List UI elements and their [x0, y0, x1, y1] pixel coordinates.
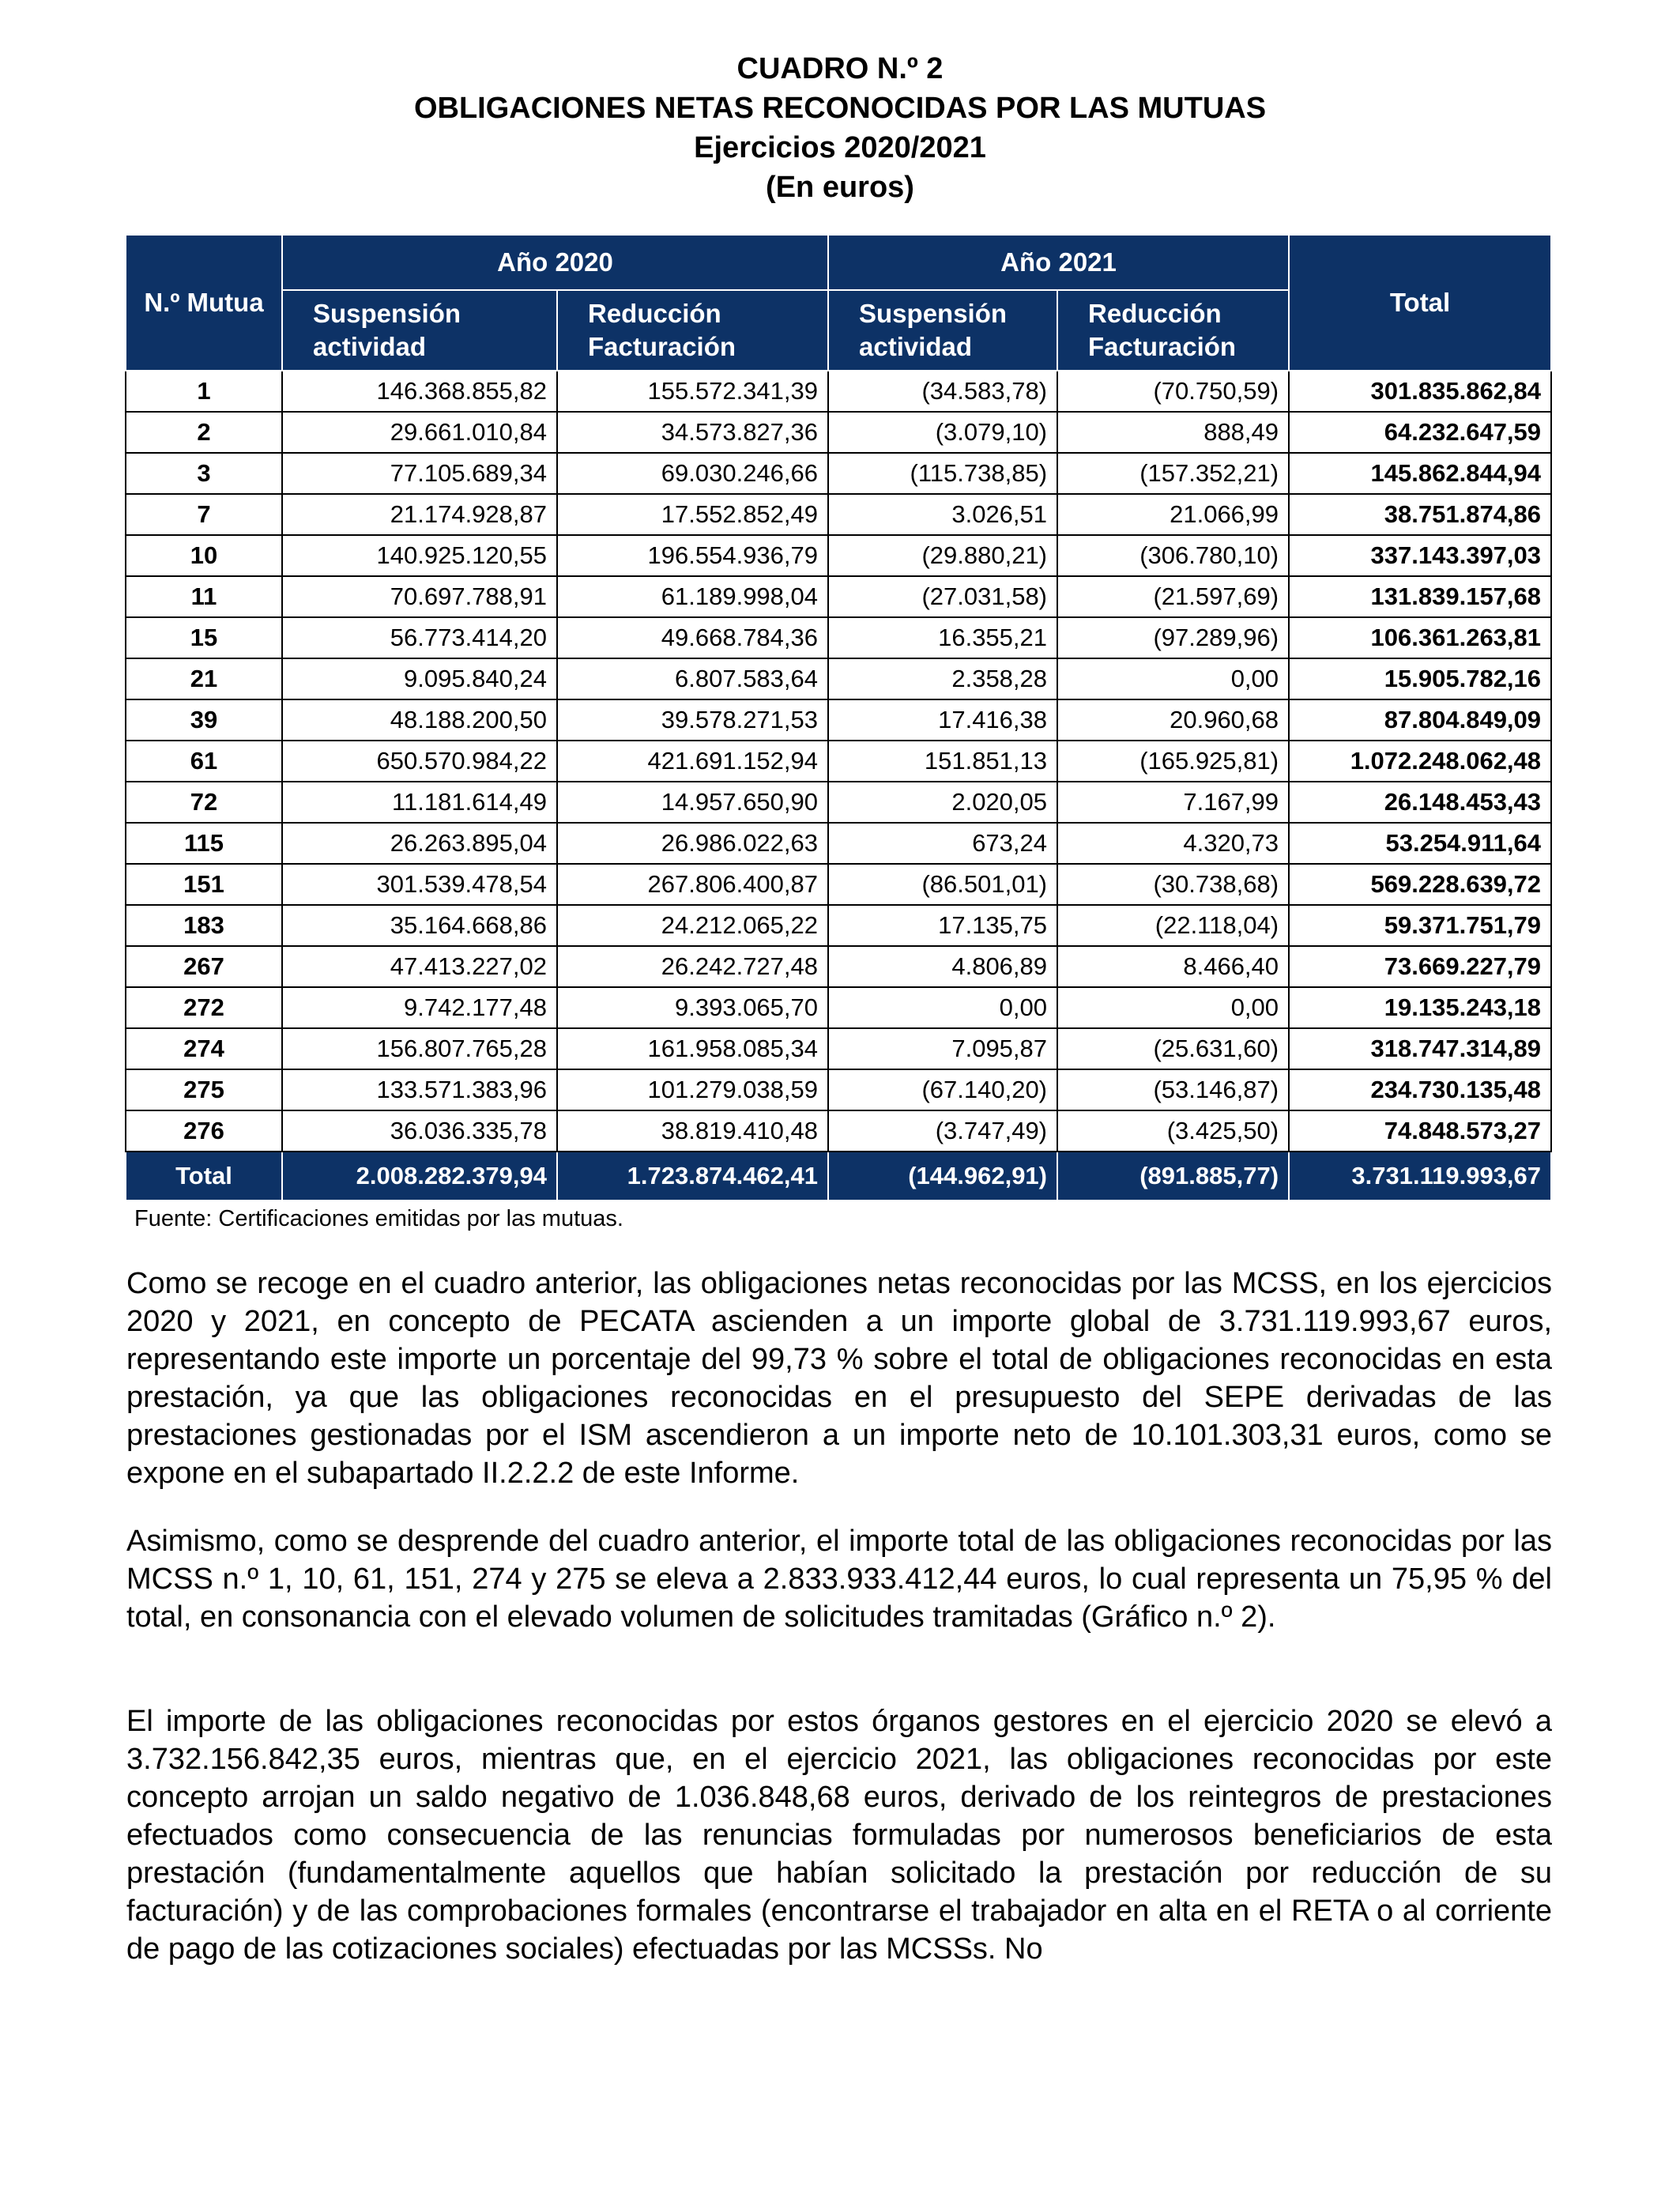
cell-mutua-number: 10	[126, 535, 282, 576]
cell-reduccion-2020: 155.572.341,39	[557, 371, 828, 412]
total-reduccion-2021: (891.885,77)	[1057, 1152, 1289, 1201]
cell-suspension-2021: 7.095,87	[828, 1028, 1057, 1069]
cell-row-total: 64.232.647,59	[1289, 412, 1551, 453]
table-row	[126, 905, 1551, 946]
table-row	[126, 946, 1551, 987]
header-year-2021: Año 2021	[828, 235, 1289, 290]
cell-row-total: 1.072.248.062,48	[1289, 741, 1551, 782]
cell-mutua-number: 275	[126, 1069, 282, 1110]
table-row	[126, 782, 1551, 823]
cell-reduccion-2021: 0,00	[1057, 658, 1289, 699]
table-row	[126, 741, 1551, 782]
cell-reduccion-2020: 101.279.038,59	[557, 1069, 828, 1110]
cell-row-total: 59.371.751,79	[1289, 905, 1551, 946]
table-row	[126, 576, 1551, 617]
cell-suspension-2021: (67.140,20)	[828, 1069, 1057, 1110]
header-reduccion-2021: Reducción Facturación	[1057, 290, 1289, 371]
table-title: OBLIGACIONES NETAS RECONOCIDAS POR LAS MUTUAS	[413, 92, 1267, 125]
cell-mutua-number: 61	[126, 741, 282, 782]
cell-reduccion-2021: 4.320,73	[1057, 823, 1289, 864]
cell-reduccion-2021: (165.925,81)	[1057, 741, 1289, 782]
cell-reduccion-2020: 38.819.410,48	[557, 1110, 828, 1152]
cell-suspension-2020: 9.095.840,24	[282, 658, 557, 699]
cell-row-total: 301.835.862,84	[1289, 371, 1551, 412]
cell-mutua-number: 3	[126, 453, 282, 494]
cell-suspension-2021: 2.020,05	[828, 782, 1057, 823]
table-row	[126, 699, 1551, 741]
cell-mutua-number: 7	[126, 494, 282, 535]
cell-suspension-2020: 47.413.227,02	[282, 946, 557, 987]
cell-reduccion-2020: 267.806.400,87	[557, 864, 828, 905]
cell-suspension-2021: 16.355,21	[828, 617, 1057, 658]
cell-suspension-2021: (34.583,78)	[828, 371, 1057, 412]
cell-suspension-2020: 36.036.335,78	[282, 1110, 557, 1152]
cell-suspension-2020: 56.773.414,20	[282, 617, 557, 658]
cell-suspension-2021: (3.079,10)	[828, 412, 1057, 453]
obligations-table	[125, 234, 1552, 1201]
cell-reduccion-2021: 0,00	[1057, 987, 1289, 1028]
paragraph-3: El importe de las obligaciones reconocidas por estos órganos gestores en el ejercicio 2020 se elevó a 3.732.156.842,35 euros, mientras que, en el ejercicio 2021, las obligaciones reconocidas por este concepto arrojan un saldo negativo de 1.036.848,68 euros, derivado de los reintegros de prestaciones efectuados como consecuencia de las renuncias formuladas por numerosos beneficiarios de esta prestación (fundamentalmente aquellos que habían solicitado la prestación por reducción de su facturación) y de las comprobaciones formales (encontrarse el trabajador en alta en el RETA o al corriente de pago de las cotizaciones sociales) efectuadas por las MCSSs. No	[126, 1705, 1552, 1966]
cell-reduccion-2021: (30.738,68)	[1057, 864, 1289, 905]
cell-reduccion-2021: 8.466,40	[1057, 946, 1289, 987]
cell-row-total: 19.135.243,18	[1289, 987, 1551, 1028]
cell-suspension-2020: 156.807.765,28	[282, 1028, 557, 1069]
header-suspension-2021: Suspensión actividad	[828, 290, 1057, 371]
header-reduccion-2020: Reducción Facturación	[557, 290, 828, 371]
cell-reduccion-2021: 888,49	[1057, 412, 1289, 453]
cell-suspension-2020: 301.539.478,54	[282, 864, 557, 905]
cell-suspension-2021: (86.501,01)	[828, 864, 1057, 905]
paragraph-1: Como se recoge en el cuadro anterior, las obligaciones netas reconocidas por las MCSS, en los ejercicios 2020 y 2021, en concepto de PECATA ascienden a un importe global de 3.731.119.993,67 euros, representando este importe un porcentaje del 99,73 % sobre el total de obligaciones reconocidas en esta prestación, ya que las obligaciones reconocidas en el presupuesto del SEPE derivadas de las prestaciones gestionadas por el ISM ascendieron a un importe neto de 10.101.303,31 euros, como se expone en el subapartado II.2.2.2 de este Informe.	[126, 1267, 1552, 1490]
cell-row-total: 318.747.314,89	[1289, 1028, 1551, 1069]
header-total: Total	[1289, 235, 1551, 371]
cell-mutua-number: 274	[126, 1028, 282, 1069]
cell-row-total: 106.361.263,81	[1289, 617, 1551, 658]
cell-suspension-2021: (3.747,49)	[828, 1110, 1057, 1152]
table-row	[126, 987, 1551, 1028]
cell-suspension-2020: 70.697.788,91	[282, 576, 557, 617]
cell-mutua-number: 15	[126, 617, 282, 658]
cell-reduccion-2021: 20.960,68	[1057, 699, 1289, 741]
table-row	[126, 1110, 1551, 1152]
cell-reduccion-2020: 26.242.727,48	[557, 946, 828, 987]
cell-reduccion-2021: (22.118,04)	[1057, 905, 1289, 946]
cell-reduccion-2020: 49.668.784,36	[557, 617, 828, 658]
cell-mutua-number: 183	[126, 905, 282, 946]
cell-mutua-number: 39	[126, 699, 282, 741]
cell-row-total: 73.669.227,79	[1289, 946, 1551, 987]
cell-reduccion-2020: 34.573.827,36	[557, 412, 828, 453]
cell-reduccion-2020: 26.986.022,63	[557, 823, 828, 864]
cell-reduccion-2020: 196.554.936,79	[557, 535, 828, 576]
cell-reduccion-2020: 24.212.065,22	[557, 905, 828, 946]
cell-suspension-2020: 11.181.614,49	[282, 782, 557, 823]
table-title-block	[0, 49, 1680, 207]
cell-suspension-2021: 3.026,51	[828, 494, 1057, 535]
cell-reduccion-2020: 6.807.583,64	[557, 658, 828, 699]
header-mutua: N.º Mutua	[126, 235, 282, 371]
cell-suspension-2020: 650.570.984,22	[282, 741, 557, 782]
cell-row-total: 53.254.911,64	[1289, 823, 1551, 864]
cell-reduccion-2020: 69.030.246,66	[557, 453, 828, 494]
cell-reduccion-2020: 61.189.998,04	[557, 576, 828, 617]
cell-mutua-number: 1	[126, 371, 282, 412]
total-reduccion-2020: 1.723.874.462,41	[557, 1152, 828, 1201]
table-body	[126, 371, 1551, 1152]
cell-suspension-2020: 133.571.383,96	[282, 1069, 557, 1110]
cell-row-total: 234.730.135,48	[1289, 1069, 1551, 1110]
cell-suspension-2021: 0,00	[828, 987, 1057, 1028]
cell-suspension-2020: 9.742.177,48	[282, 987, 557, 1028]
cell-suspension-2021: 17.135,75	[828, 905, 1057, 946]
cell-suspension-2020: 35.164.668,86	[282, 905, 557, 946]
cell-mutua-number: 267	[126, 946, 282, 987]
cell-suspension-2020: 21.174.928,87	[282, 494, 557, 535]
total-row	[126, 1152, 1551, 1201]
cell-reduccion-2021: 7.167,99	[1057, 782, 1289, 823]
paragraph-2: Asimismo, como se desprende del cuadro anterior, el importe total de las obligaciones reconocidas por las MCSS n.º 1, 10, 61, 151, 274 y 275 se eleva a 2.833.933.412,44 euros, lo cual representa un 75,95 % del total, en consonancia con el elevado volumen de solicitudes tramitadas (Gráfico n.º 2).	[126, 1525, 1552, 1634]
cell-reduccion-2020: 161.958.085,34	[557, 1028, 828, 1069]
cell-mutua-number: 276	[126, 1110, 282, 1152]
cell-reduccion-2021: (306.780,10)	[1057, 535, 1289, 576]
cell-row-total: 15.905.782,16	[1289, 658, 1551, 699]
table-row	[126, 1028, 1551, 1069]
table-row	[126, 658, 1551, 699]
cell-suspension-2021: (29.880,21)	[828, 535, 1057, 576]
cell-row-total: 337.143.397,03	[1289, 535, 1551, 576]
table-source-note: Fuente: Certificaciones emitidas por las mutuas.	[134, 1206, 623, 1231]
cell-row-total: 87.804.849,09	[1289, 699, 1551, 741]
table-row	[126, 371, 1551, 412]
cell-reduccion-2021: (25.631,60)	[1057, 1028, 1289, 1069]
cell-suspension-2020: 77.105.689,34	[282, 453, 557, 494]
cell-reduccion-2021: (21.597,69)	[1057, 576, 1289, 617]
cell-reduccion-2021: (97.289,96)	[1057, 617, 1289, 658]
cell-suspension-2020: 140.925.120,55	[282, 535, 557, 576]
table-row	[126, 535, 1551, 576]
cell-suspension-2021: 17.416,38	[828, 699, 1057, 741]
cell-reduccion-2021: (70.750,59)	[1057, 371, 1289, 412]
cell-reduccion-2021: 21.066,99	[1057, 494, 1289, 535]
obligations-table-container	[125, 234, 1550, 1201]
total-suspension-2020: 2.008.282.379,94	[282, 1152, 557, 1201]
cell-mutua-number: 72	[126, 782, 282, 823]
cell-suspension-2021: (115.738,85)	[828, 453, 1057, 494]
table-period: Ejercicios 2020/2021	[694, 131, 986, 164]
cell-mutua-number: 115	[126, 823, 282, 864]
cell-suspension-2021: 673,24	[828, 823, 1057, 864]
cell-row-total: 26.148.453,43	[1289, 782, 1551, 823]
cell-reduccion-2020: 17.552.852,49	[557, 494, 828, 535]
total-suspension-2021: (144.962,91)	[828, 1152, 1057, 1201]
cell-row-total: 145.862.844,94	[1289, 453, 1551, 494]
cell-suspension-2021: 151.851,13	[828, 741, 1057, 782]
cell-mutua-number: 21	[126, 658, 282, 699]
cell-suspension-2020: 29.661.010,84	[282, 412, 557, 453]
cell-row-total: 569.228.639,72	[1289, 864, 1551, 905]
cell-suspension-2021: 4.806,89	[828, 946, 1057, 987]
cell-reduccion-2020: 14.957.650,90	[557, 782, 828, 823]
cell-row-total: 38.751.874,86	[1289, 494, 1551, 535]
cell-suspension-2021: 2.358,28	[828, 658, 1057, 699]
cell-reduccion-2020: 9.393.065,70	[557, 987, 828, 1028]
table-row	[126, 412, 1551, 453]
header-suspension-2020: Suspensión actividad	[282, 290, 557, 371]
cell-suspension-2021: (27.031,58)	[828, 576, 1057, 617]
table-row	[126, 494, 1551, 535]
table-row	[126, 823, 1551, 864]
table-row	[126, 617, 1551, 658]
cell-reduccion-2020: 421.691.152,94	[557, 741, 828, 782]
table-number: CUADRO N.º 2	[736, 52, 944, 85]
cell-reduccion-2021: (157.352,21)	[1057, 453, 1289, 494]
cell-row-total: 131.839.157,68	[1289, 576, 1551, 617]
table-units: (En euros)	[766, 171, 914, 204]
cell-row-total: 74.848.573,27	[1289, 1110, 1551, 1152]
header-year-2020: Año 2020	[282, 235, 828, 290]
grand-total: 3.731.119.993,67	[1289, 1152, 1551, 1201]
cell-suspension-2020: 48.188.200,50	[282, 699, 557, 741]
table-row	[126, 864, 1551, 905]
cell-mutua-number: 11	[126, 576, 282, 617]
table-row	[126, 1069, 1551, 1110]
cell-suspension-2020: 146.368.855,82	[282, 371, 557, 412]
cell-reduccion-2021: (53.146,87)	[1057, 1069, 1289, 1110]
cell-mutua-number: 2	[126, 412, 282, 453]
cell-reduccion-2021: (3.425,50)	[1057, 1110, 1289, 1152]
cell-mutua-number: 272	[126, 987, 282, 1028]
cell-suspension-2020: 26.263.895,04	[282, 823, 557, 864]
cell-mutua-number: 151	[126, 864, 282, 905]
total-label: Total	[126, 1152, 282, 1201]
cell-reduccion-2020: 39.578.271,53	[557, 699, 828, 741]
table-row	[126, 453, 1551, 494]
